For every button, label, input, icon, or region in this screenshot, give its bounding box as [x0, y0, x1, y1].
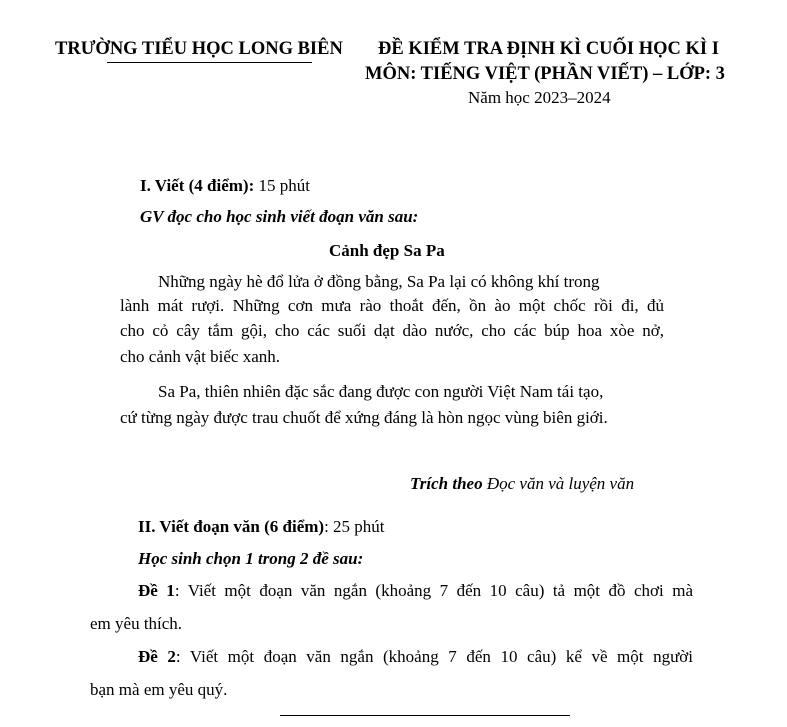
school-name: TRƯỜNG TIỂU HỌC LONG BIÊN	[55, 39, 343, 59]
topic1-label: Đề 1	[138, 581, 175, 600]
end-divider	[280, 715, 570, 716]
passage-p1-line-1: Những ngày hè đổ lửa ở đồng bằng, Sa Pa lại có không khí trong	[158, 272, 600, 291]
source-label: Trích theo	[410, 474, 483, 493]
part2-heading-line	[138, 517, 385, 537]
passage-p2-line-1: Sa Pa, thiên nhiên đặc sắc đang được con người Việt Nam tái tạo,	[158, 382, 604, 401]
part1-heading: I. Viết (4 điểm):	[140, 176, 255, 195]
passage-source	[410, 474, 634, 494]
topic1-text: : Viết một đoạn văn ngắn (khoảng 7 đến 10 câu) tả một đồ chơi mà	[174, 581, 693, 600]
passage-p1-line-3: cho cỏ cây tắm gội, cho các suối dạt dào nước, cho các búp hoa xòe nở,	[120, 321, 664, 340]
passage-p1-line-4: cho cảnh vật biếc xanh.	[120, 347, 281, 366]
exam-subject: MÔN: TIẾNG VIỆT (PHẦN VIẾT) – LỚP: 3	[365, 64, 725, 84]
passage-p1-line-2: lành mát rượi. Những cơn mưa rào thoắt đến, ồn ào một chốc rồi đi, đủ	[120, 296, 664, 315]
part1-heading-line	[140, 176, 310, 196]
topic2-label: Đề 2	[138, 647, 176, 666]
part2-instruction: Học sinh chọn 1 trong 2 đề sau:	[138, 549, 364, 568]
school-year: Năm học 2023–2024	[468, 88, 611, 107]
passage-title: Cảnh đẹp Sa Pa	[329, 241, 445, 260]
part2-heading: II. Viết đoạn văn (6 điểm)	[138, 517, 325, 536]
school-name-underline	[107, 62, 312, 63]
topic2-line-1	[138, 647, 693, 667]
source-title: Đọc văn và luyện văn	[482, 474, 635, 493]
part1-time: 15 phút	[254, 176, 310, 195]
part2-time: : 25 phút	[324, 517, 385, 536]
part1-instruction: GV đọc cho học sinh viết đoạn văn sau:	[140, 207, 419, 226]
passage-p2-line-2: cứ từng ngày được trau chuốt để xứng đáng là hòn ngọc vùng biên giới.	[120, 408, 608, 427]
topic1-line-2: em yêu thích.	[90, 614, 183, 633]
topic1-line-1	[138, 581, 693, 601]
topic2-text: : Viết một đoạn văn ngắn (khoảng 7 đến 10 câu) kể về một người	[175, 647, 693, 666]
exam-title: ĐỀ KIỂM TRA ĐỊNH KÌ CUỐI HỌC KÌ I	[378, 39, 719, 59]
topic2-line-2: bạn mà em yêu quý.	[90, 680, 228, 699]
